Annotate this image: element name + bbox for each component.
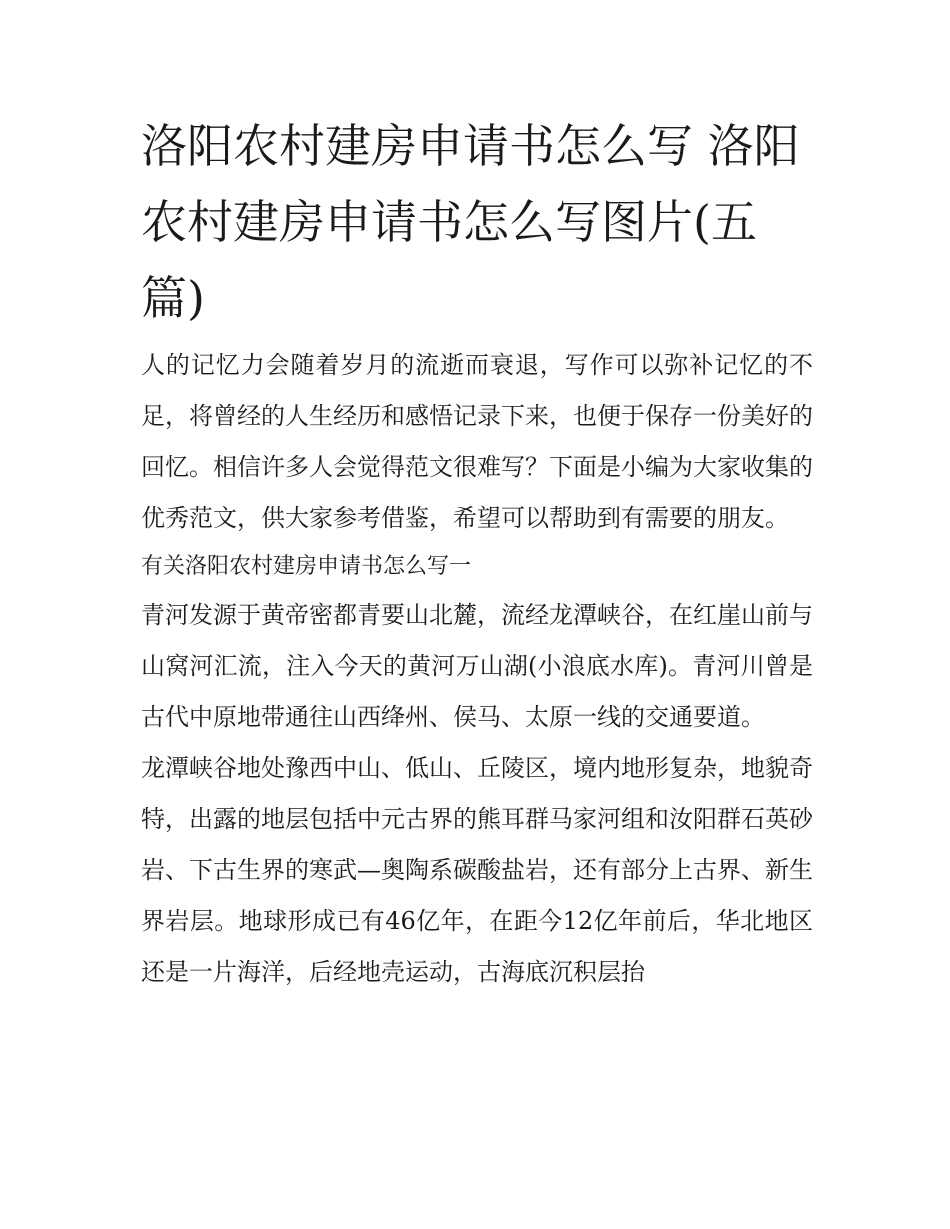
body-paragraph-2: 龙潭峡谷地处豫西中山、低山、丘陵区，境内地形复杂，地貌奇特，出露的地层包括中元古界的熊耳群马家河组和汝阳群石英砂岩、下古生界的寒武—奥陶系碳酸盐岩，还有部分上古界、新生界岩层。地球形成已有46亿年，在距今12亿年前后，华北地区还是一片海洋，后经地壳运动，古海底沉积层抬 [141, 754, 813, 986]
body-paragraph-1: 青河发源于黄帝密都青要山北麓，流经龙潭峡谷，在红崖山前与山窝河汇流，注入今天的黄河万山湖(小浪底水库)。青河川曾是古代中原地带通往山西绛州、侯马、太原一线的交通要道。 [141, 601, 813, 731]
document-title: 洛阳农村建房申请书怎么写 洛阳农村建房申请书怎么写图片(五篇) [141, 119, 800, 325]
section-heading: 有关洛阳农村建房申请书怎么写一 [141, 554, 472, 579]
intro-paragraph: 人的记忆力会随着岁月的流逝而衰退，写作可以弥补记忆的不足，将曾经的人生经历和感悟记录下来，也便于保存一份美好的回忆。相信许多人会觉得范文很难写？下面是小编为大家收集的优秀范文，供大家参考借鉴，希望可以帮助到有需要的朋友。 [141, 351, 813, 532]
document-page [141, 108, 813, 998]
